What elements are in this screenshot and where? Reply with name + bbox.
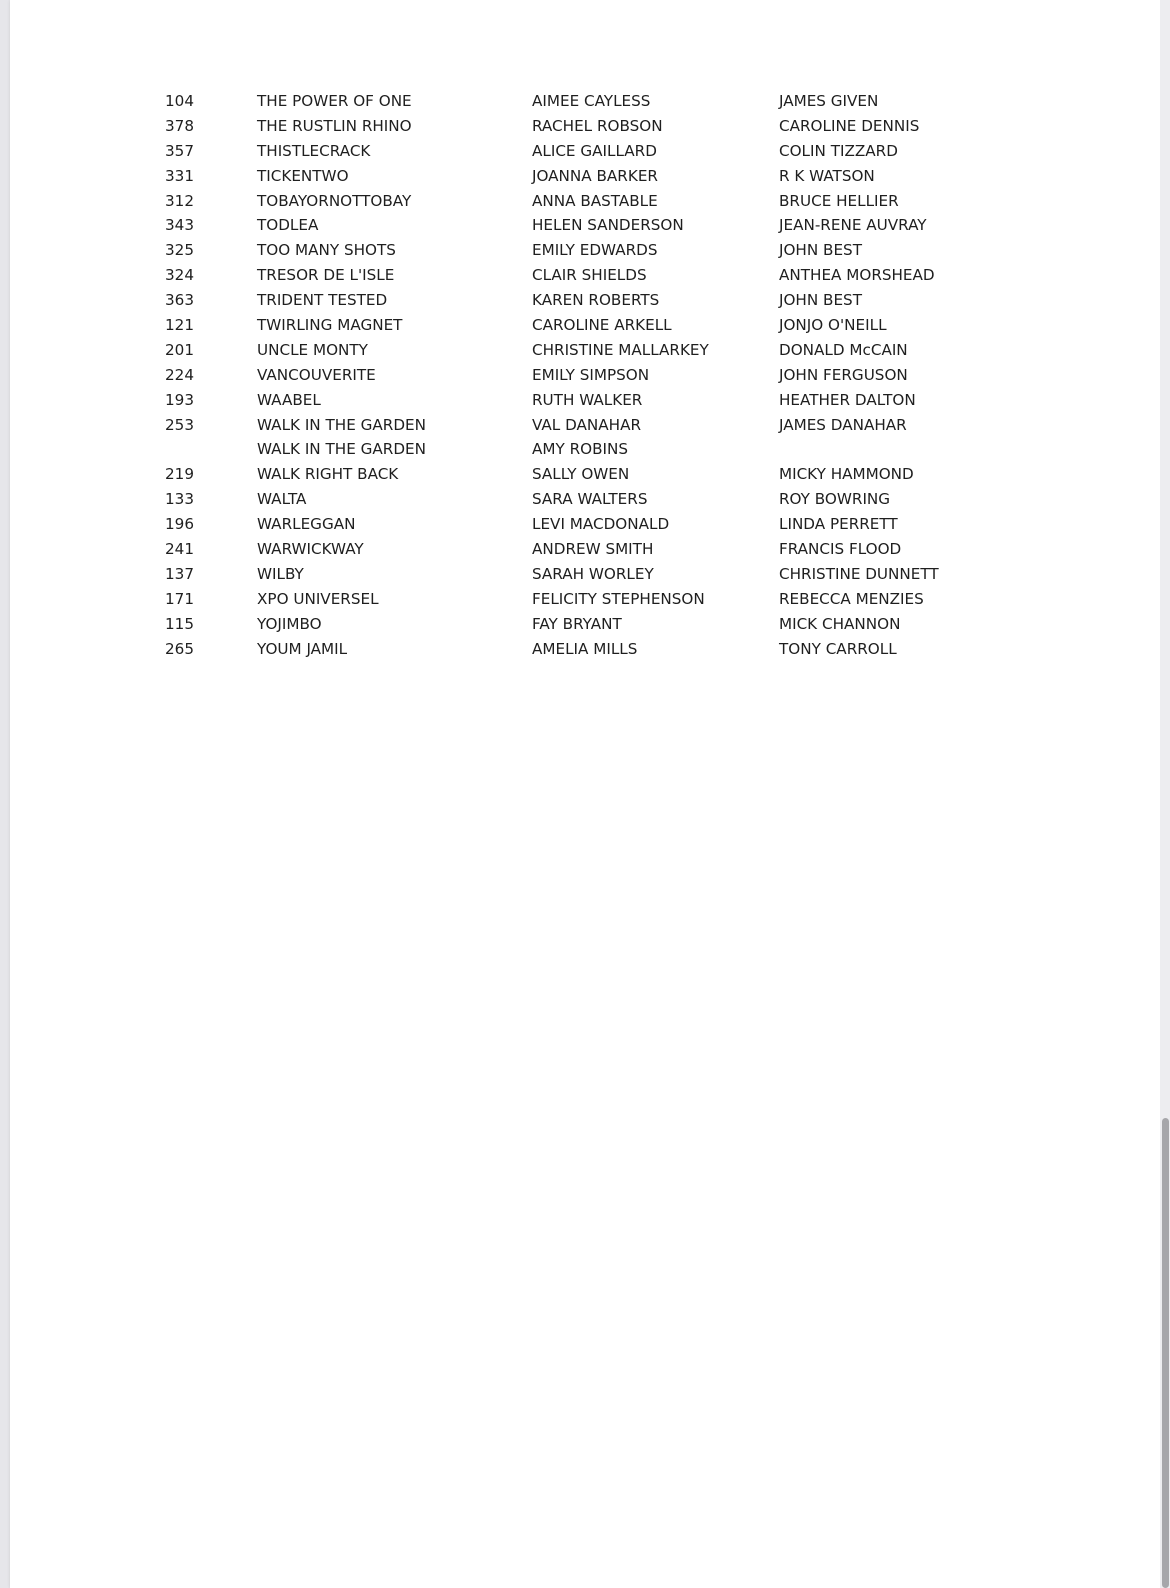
horse-name: TRESOR DE L'ISLE xyxy=(257,266,395,285)
horse-name: WALK IN THE GARDEN xyxy=(257,440,426,459)
horse-name: WALK RIGHT BACK xyxy=(257,465,399,484)
rider-name: SALLY OWEN xyxy=(532,465,630,484)
horse-name: YOUM JAMIL xyxy=(257,639,348,658)
entry-number: 224 xyxy=(165,365,194,384)
entry-number: 324 xyxy=(165,266,194,285)
trainer-name: BRUCE HELLIER xyxy=(779,191,899,210)
trainer-name: LINDA PERRETT xyxy=(779,515,898,534)
horse-name: THE POWER OF ONE xyxy=(257,92,412,110)
rider-name: ANDREW SMITH xyxy=(532,540,654,559)
rider-name: CLAIR SHIELDS xyxy=(532,266,647,285)
horse-name: THE RUSTLIN RHINO xyxy=(257,116,412,135)
table-row xyxy=(10,487,1160,512)
rider-name: SARA WALTERS xyxy=(532,490,648,509)
rider-name: AMY ROBINS xyxy=(532,440,629,459)
horse-name: TOBAYORNOTTOBAY xyxy=(257,191,412,210)
entry-number: 193 xyxy=(165,390,194,409)
trainer-name: JONJO O'NEILL xyxy=(779,316,887,335)
trainer-name: ROY BOWRING xyxy=(779,490,891,509)
entry-number: 325 xyxy=(165,241,194,260)
rider-name: JOANNA BARKER xyxy=(532,166,658,185)
table-row xyxy=(10,189,1160,214)
trainer-name: JOHN BEST xyxy=(779,241,862,260)
trainer-name: JEAN-RENE AUVRAY xyxy=(779,216,927,235)
entry-number: 171 xyxy=(165,589,194,608)
trainer-name: HEATHER DALTON xyxy=(779,390,916,409)
rider-name: RACHEL ROBSON xyxy=(532,116,663,135)
table-row xyxy=(10,388,1160,413)
entry-number: 104 xyxy=(165,92,194,110)
rider-name: FELICITY STEPHENSON xyxy=(532,589,705,608)
entry-number: 253 xyxy=(165,415,194,434)
horse-name: TRIDENT TESTED xyxy=(257,291,388,310)
table-row xyxy=(10,338,1160,363)
entry-number: 331 xyxy=(165,166,194,185)
table-row xyxy=(10,537,1160,562)
table-row xyxy=(10,89,1160,114)
rider-name: VAL DANAHAR xyxy=(532,415,642,434)
table-row xyxy=(10,288,1160,313)
table-row xyxy=(10,437,1160,462)
table-row xyxy=(10,213,1160,238)
rider-name: RUTH WALKER xyxy=(532,390,643,409)
horse-name: WAABEL xyxy=(257,390,321,409)
horse-name: UNCLE MONTY xyxy=(257,340,368,359)
horse-name: VANCOUVERITE xyxy=(257,365,376,384)
horse-name: WARWICKWAY xyxy=(257,540,364,559)
trainer-name: JAMES DANAHAR xyxy=(779,415,907,434)
scrollbar-thumb[interactable] xyxy=(1162,1118,1169,1588)
horse-name: TODLEA xyxy=(257,216,319,235)
rider-name: KAREN ROBERTS xyxy=(532,291,660,310)
rider-name: AIMEE CAYLESS xyxy=(532,92,651,110)
trainer-name: MICKY HAMMOND xyxy=(779,465,914,484)
trainer-name: R K WATSON xyxy=(779,166,875,185)
rider-name: SARAH WORLEY xyxy=(532,564,654,583)
horse-name: TICKENTWO xyxy=(257,166,349,185)
rider-name: HELEN SANDERSON xyxy=(532,216,684,235)
table-row xyxy=(10,263,1160,288)
trainer-name: CAROLINE DENNIS xyxy=(779,116,920,135)
rider-name: EMILY SIMPSON xyxy=(532,365,650,384)
horse-name: XPO UNIVERSEL xyxy=(257,589,379,608)
document-page xyxy=(10,0,1160,1588)
trainer-name: FRANCIS FLOOD xyxy=(779,540,902,559)
horse-name: TOO MANY SHOTS xyxy=(257,241,396,260)
horse-name: YOJIMBO xyxy=(257,614,322,633)
table-row xyxy=(10,637,1160,662)
table-row xyxy=(10,612,1160,637)
rider-name: CAROLINE ARKELL xyxy=(532,316,672,335)
table-row xyxy=(10,462,1160,487)
table-row xyxy=(10,114,1160,139)
table-row xyxy=(10,413,1160,438)
entries-table xyxy=(10,89,1160,661)
trainer-name: JAMES GIVEN xyxy=(779,92,879,110)
rider-name: ALICE GAILLARD xyxy=(532,141,657,160)
entry-number: 133 xyxy=(165,490,194,509)
table-row xyxy=(10,587,1160,612)
rider-name: CHRISTINE MALLARKEY xyxy=(532,340,709,359)
horse-name: WARLEGGAN xyxy=(257,515,356,534)
entry-number: 121 xyxy=(165,316,194,335)
horse-name: TWIRLING MAGNET xyxy=(257,316,403,335)
table-row xyxy=(10,139,1160,164)
trainer-name: JOHN BEST xyxy=(779,291,862,310)
entry-number: 196 xyxy=(165,515,194,534)
table-row xyxy=(10,562,1160,587)
trainer-name: CHRISTINE DUNNETT xyxy=(779,564,939,583)
horse-name: WALK IN THE GARDEN xyxy=(257,415,426,434)
rider-name: FAY BRYANT xyxy=(532,614,622,633)
trainer-name: COLIN TIZZARD xyxy=(779,141,898,160)
table-row xyxy=(10,164,1160,189)
trainer-name: DONALD McCAIN xyxy=(779,340,908,359)
trainer-name: JOHN FERGUSON xyxy=(779,365,908,384)
entry-number: 343 xyxy=(165,216,194,235)
trainer-name: REBECCA MENZIES xyxy=(779,589,924,608)
entry-number: 241 xyxy=(165,540,194,559)
rider-name: EMILY EDWARDS xyxy=(532,241,658,260)
table-row xyxy=(10,238,1160,263)
rider-name: AMELIA MILLS xyxy=(532,639,638,658)
entry-number: 137 xyxy=(165,564,194,583)
entry-number: 357 xyxy=(165,141,194,160)
horse-name: WALTA xyxy=(257,490,307,509)
trainer-name: TONY CARROLL xyxy=(779,639,897,658)
trainer-name: MICK CHANNON xyxy=(779,614,901,633)
horse-name: WILBY xyxy=(257,564,304,583)
entry-number: 219 xyxy=(165,465,194,484)
entry-number: 201 xyxy=(165,340,194,359)
trainer-name: ANTHEA MORSHEAD xyxy=(779,266,935,285)
rider-name: ANNA BASTABLE xyxy=(532,191,658,210)
entry-number: 265 xyxy=(165,639,194,658)
table-row xyxy=(10,512,1160,537)
rider-name: LEVI MACDONALD xyxy=(532,515,670,534)
table-row xyxy=(10,363,1160,388)
entry-number: 363 xyxy=(165,291,194,310)
horse-name: THISTLECRACK xyxy=(257,141,371,160)
entry-number: 312 xyxy=(165,191,194,210)
entry-number: 115 xyxy=(165,614,194,633)
table-row xyxy=(10,313,1160,338)
entry-number: 378 xyxy=(165,116,194,135)
